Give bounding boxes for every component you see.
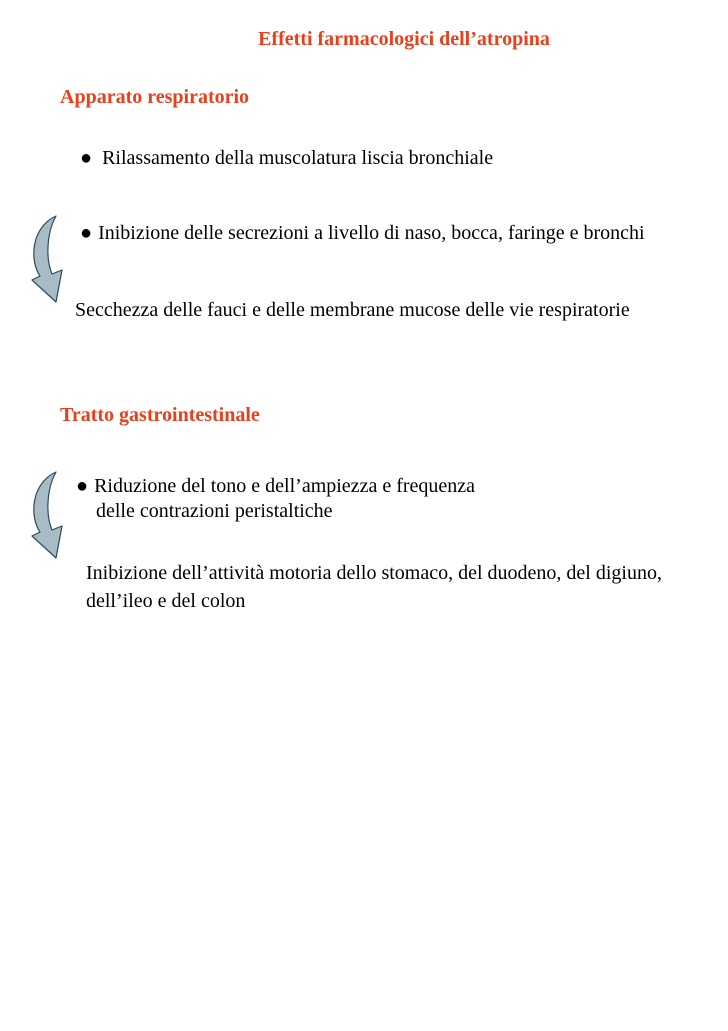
list-item [80,221,645,246]
list-item [76,474,475,524]
section-heading-respiratory: Apparato respiratorio [60,86,250,108]
curved-down-arrow-icon [26,470,70,562]
curved-down-arrow-icon [26,214,70,306]
list-item-text-line1: Riduzione del tono e dell’ampiezza e frequenza [94,475,476,497]
list-item-text: Inibizione delle secrezioni a livello di naso, bocca, faringe e bronchi [98,222,645,244]
consequence-text-line1: Inibizione dell’attività motoria dello stomaco, del duodeno, del digiuno, [86,562,662,584]
list-item [80,146,493,171]
list-item-text-line2: delle contrazioni peristaltiche [96,500,333,522]
bullet-icon: ● [76,475,89,497]
bullet-icon: ● [80,147,93,169]
consequence-text-line2: dell’ileo e del colon [86,590,246,612]
bullet-icon: ● [80,222,93,244]
section-heading-gastrointestinal: Tratto gastrointestinale [60,404,260,426]
page-title: Effetti farmacologici dell’atropina [258,28,550,50]
consequence-text: Secchezza delle fauci e delle membrane mucose delle vie respiratorie [75,299,630,321]
consequence-text [86,561,662,614]
list-item-text: Rilassamento della muscolatura liscia bronchiale [102,147,494,169]
